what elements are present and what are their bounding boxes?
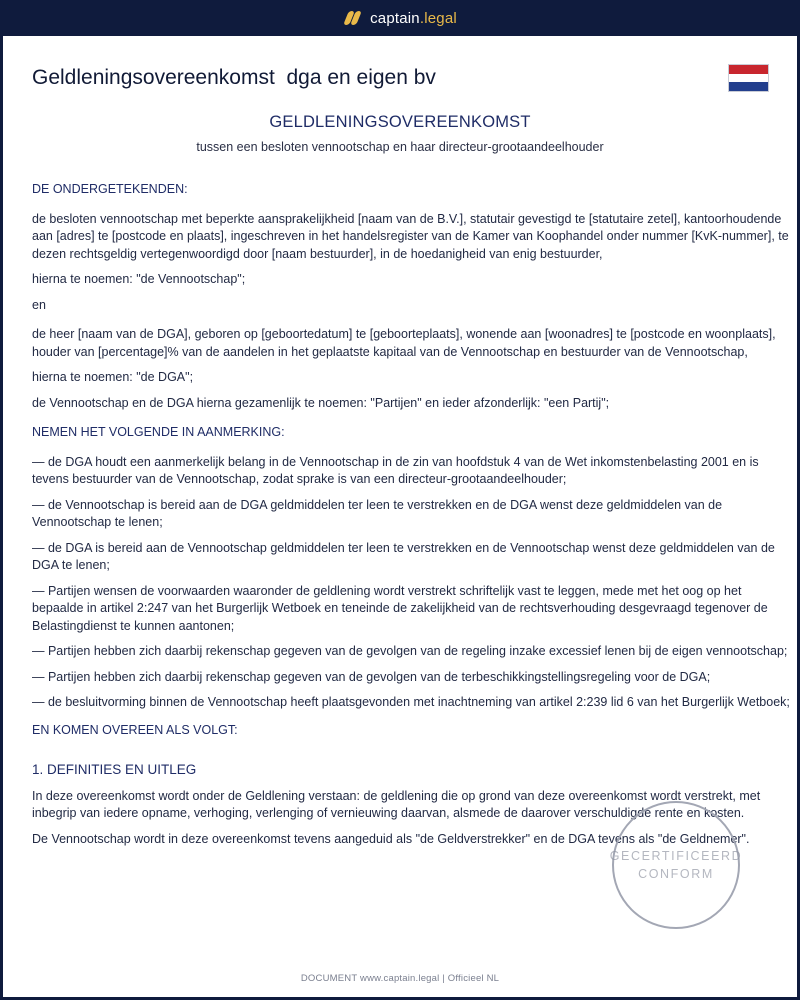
party1-paragraph: de besloten vennootschap met beperkte aansprakelijkheid [naam van de B.V.], statutair gevestigd te [statutaire zetel], kantoorhoudende aan [adres] te [postcode en plaats], ingeschreven in het handelsregister van de Kamer van Koophandel onder nummer [KvK-nummer], te dezen rechtsgeldig vertegenwoordigd door [naam bestuurder], in de hoedanigheid van enig bestuurder, [32, 211, 789, 261]
and-connector: en [32, 297, 46, 312]
party2-paragraph: de heer [naam van de DGA], geboren op [geboortedatum] te [geboorteplaats], wonende aan [woonadres] te [postcode en woonplaats], houder van [percentage]% van de aandelen in het geplaatste kapitaal van de Vennootschap en bestuurder van de Vennootschap, [32, 327, 776, 359]
brand-accent: .legal [419, 9, 457, 27]
document-title: Geldleningsovereenkomst dga en eigen bv [32, 66, 436, 89]
contract-body [32, 177, 792, 856]
brand-main: captain [370, 9, 420, 27]
section1-paragraph: In deze overeenkomst wordt onder de Geldlening verstaan: de geldlening die op grond van deze overeenkomst wordt verstrekt, met inbegrip van iedere opname, verhoging, verlenging of vernieuwing daarvan, alsmede de daarover verschuldigde rente en kosten. [32, 788, 761, 820]
recital-item: — de DGA is bereid aan de Vennootschap geldmiddelen ter leen te verstrekken en de Vennootschap wenst deze geldmiddelen van de DGA te lenen; [32, 540, 775, 572]
contract-subheading: tussen een besloten vennootschap en haar directeur-grootaandeelhouder [196, 140, 604, 154]
document-footer: DOCUMENT www.captain.legal | Officieel NL [300, 973, 500, 984]
signatories-heading: DE ONDERGETEKENDEN: [32, 182, 188, 196]
brand-name [370, 10, 457, 27]
recital-item: — Partijen hebben zich daarbij rekenschap gegeven van de gevolgen van de regeling inzake excessief lenen bij de eigen vennootschap; [32, 644, 788, 658]
agree-heading: EN KOMEN OVEREEN ALS VOLGT: [32, 722, 238, 737]
stamp-line: GECERTIFICEERD [609, 849, 743, 863]
section1-paragraph: De Vennootschap wordt in deze overeenkomst tevens aangeduid als "de Geldverstrekker" en de DGA tevens als "de Geldnemer". [32, 831, 750, 846]
recital-item: — de Vennootschap is bereid aan de DGA geldmiddelen ter leen te verstrekken en de DGA wenst deze geldmiddelen van de Vennootschap te lenen; [32, 497, 723, 529]
recital-item: — Partijen wensen de voorwaarden waaronder de geldlening wordt verstrekt schriftelijk vast te leggen, mede met het oog op het bepaalde in artikel 2:247 van het Burgerlijk Wetboek en teneinde de zakelijkheid van de rechtsverhouding desgevraagd tegenover de Belastingdienst te kunnen aantonen; [32, 583, 768, 633]
netherlands-flag-icon [728, 64, 769, 92]
recital-item: — de DGA houdt een aanmerkelijk belang in de Vennootschap in de zin van hoofdstuk 4 van de Wet inkomstenbelasting 2001 en is tevens bestuurder van de Vennootschap, zodat sprake is van een directeur-grootaandeelhouder; [32, 454, 759, 486]
recital-item: — de besluitvorming binnen de Vennootschap heeft plaatsgevonden met inachtneming van artikel 2:239 lid 6 van het Burgerlijk Wetboek; [32, 695, 790, 709]
party2-alias: hierna te noemen: "de DGA"; [32, 370, 194, 384]
captain-logo-icon [343, 10, 361, 26]
section1-heading: 1. DEFINITIES EN UITLEG [32, 762, 197, 777]
party1-alias: hierna te noemen: "de Vennootschap"; [32, 272, 246, 286]
top-bar [0, 0, 800, 36]
recital-item: — Partijen hebben zich daarbij rekenschap gegeven van de gevolgen van de terbeschikkingstellingsregeling voor de DGA; [32, 669, 711, 684]
brand-logo[interactable] [343, 10, 457, 27]
parties-definition: de Vennootschap en de DGA hierna gezamenlijk te noemen: "Partijen" en ieder afzonderlijk: "een Partij"; [32, 395, 610, 410]
document-sheet [3, 36, 797, 997]
certified-stamp [609, 801, 743, 929]
recitals-heading: NEMEN HET VOLGENDE IN AANMERKING: [32, 425, 285, 439]
stamp-line: CONFORM [638, 867, 714, 881]
contract-heading: GELDLENINGSOVEREENKOMST [269, 113, 531, 131]
